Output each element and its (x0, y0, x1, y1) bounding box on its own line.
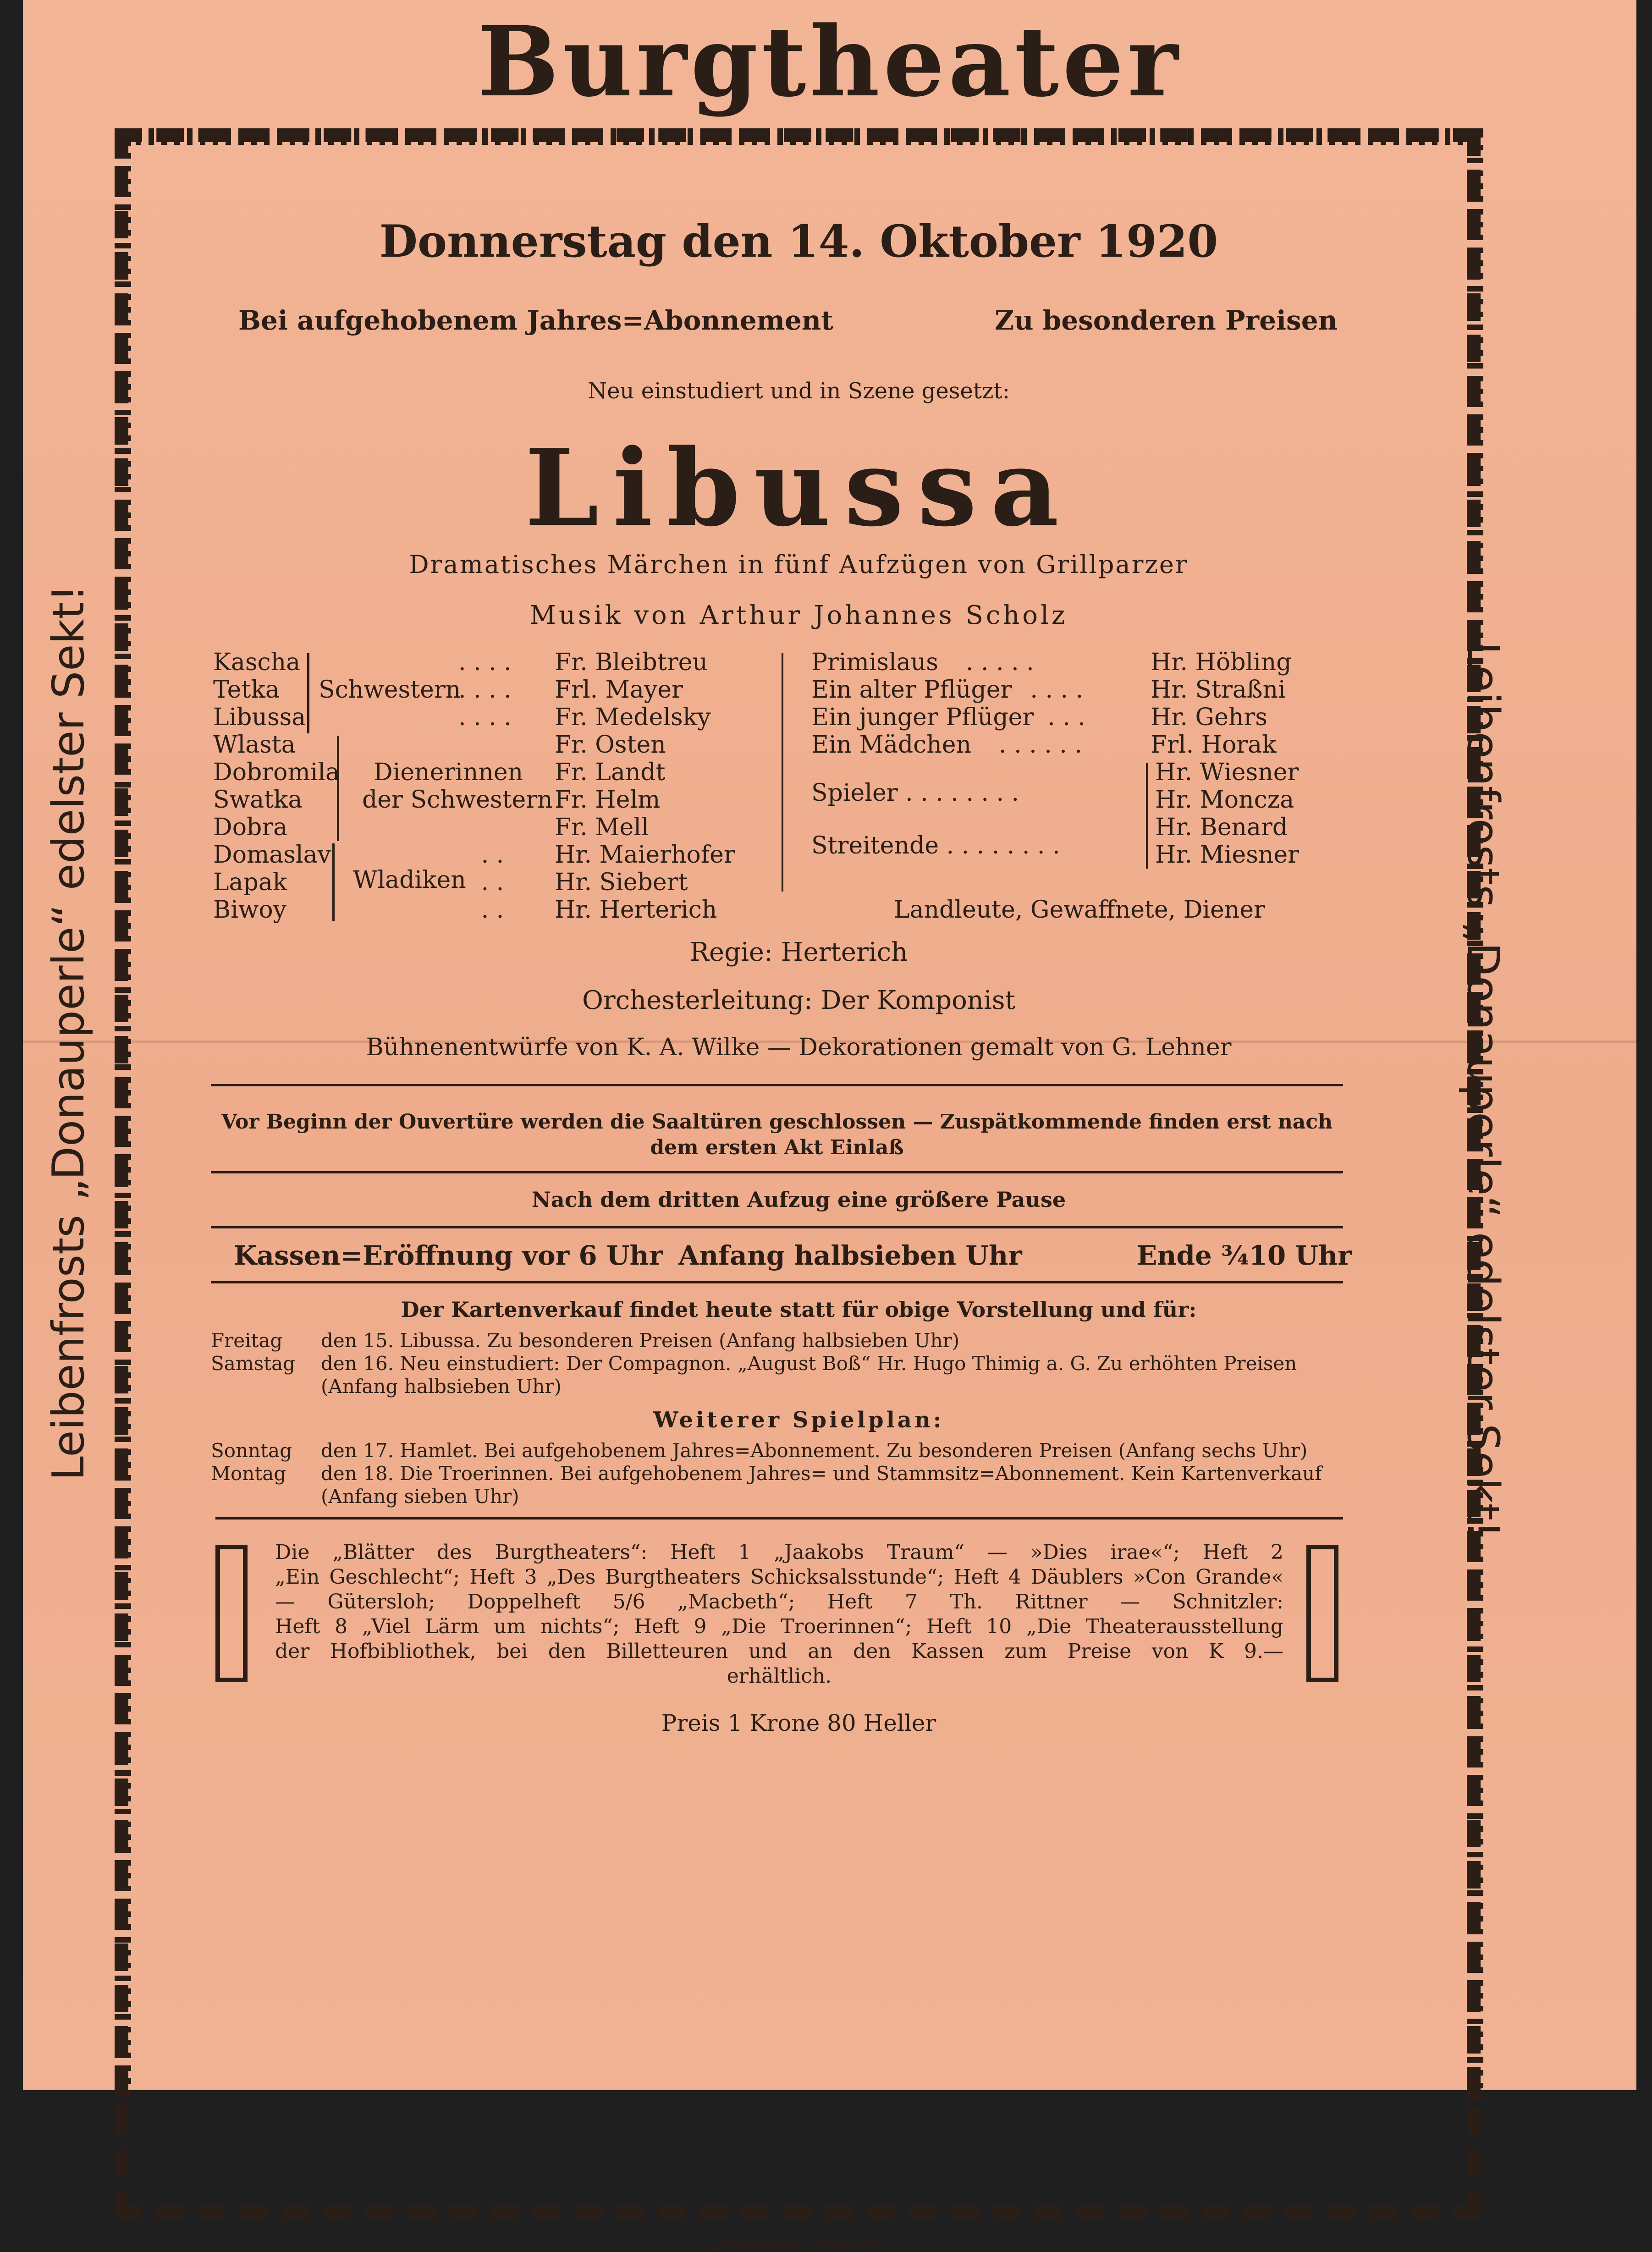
doors-notice: Vor Beginn der Ouvertüre werden die Saaltüren geschlossen — Zuspätkommende finden erst nach dem ersten Akt Einlaß (221, 1110, 1333, 1159)
role-name: Ein Mädchen (811, 731, 972, 759)
actor-name: Hr. Benard (1155, 814, 1288, 841)
staging-note: Neu einstudiert und in Szene gesetzt: (588, 378, 1010, 404)
role-name: Lapak (213, 869, 287, 896)
group-sisters: Schwestern (319, 676, 461, 704)
role-name: Kascha (213, 649, 301, 676)
list-item: (Anfang sieben Uhr) (321, 1485, 519, 1508)
role-name: Swatka (213, 786, 303, 814)
cast-row: Ein junger Pflüger . . . (811, 704, 1085, 731)
cast-row: Ein Mädchen . . . . . . (811, 731, 1082, 759)
play-subtitle: Dramatisches Märchen in fünf Aufzügen von Grillparzer (409, 550, 1189, 579)
price-note: Zu besonderen Preisen (995, 305, 1338, 336)
role-name: Dobromila (213, 759, 340, 786)
design-credit: Bühnenentwürfe von K. A. Wilke — Dekorationen gemalt von G. Lehner (366, 1034, 1232, 1061)
list-item: Sonntag den 17. Hamlet. Bei aufgehobenem Jahres=Abonnement. Zu besonderen Preisen (Anfang sechs Uhr) (211, 1439, 1308, 1462)
list-item: Freitag den 15. Libussa. Zu besonderen Preisen (Anfang halbsieben Uhr) (211, 1329, 960, 1352)
theatre-title: Burgtheater (477, 5, 1182, 118)
role-streitende: Streitende . . . . . . . . (811, 832, 1060, 859)
start-time: Anfang halbsieben Uhr (678, 1240, 1022, 1271)
actor-name: Hr. Herterich (555, 896, 717, 924)
blaetter-notice: Die „Blätter des Burgtheaters“: Heft 1 „Jaakobs Traum“ — »Dies irae«“; Heft 2 „Ein Geschlecht“; Heft 3 „Des Burgtheaters Schicksalsstunde“; Heft 4 Däublers »Con Grande« — Gütersloh; Doppelheft 5/6 „Macbeth“; Heft 7 Th. Rittner — Schnitzler: Heft 8 „Viel Lärm um nichts“; Heft 9 „Die Troerinnen“; Heft 10 „Die Theaterausstellung der Hofbibliothek, bei den Billetteuren und an den Kassen zum Preise von K 9.— erhältlich. (275, 1541, 1283, 1688)
subscription-note: Bei aufgehobenem Jahres=Abonnement (238, 305, 833, 336)
plan-heading: Weiterer Spielplan: (653, 1407, 944, 1433)
role-name: Ein junger Pflüger (811, 704, 1034, 731)
cast-row: Primislaus . . . . . (811, 649, 1034, 676)
end-time: Ende ¾10 Uhr (1137, 1240, 1352, 1271)
role-name: Tetka (213, 676, 280, 704)
actor-name: Hr. Miesner (1155, 841, 1300, 869)
role-name: Biwoy (213, 896, 287, 924)
price: Preis 1 Krone 80 Heller (661, 1710, 936, 1736)
actor-name: Hr. Höbling (1151, 649, 1292, 676)
dot-leaders: . . . . . . . . . . . . . . . . . . (458, 649, 512, 924)
extras: Landleute, Gewaffnete, Diener (894, 896, 1265, 924)
actor-name: Hr. Siebert (555, 869, 688, 896)
group-vladikas: Wladiken (353, 866, 466, 894)
direction-credit: Regie: Herterich (689, 937, 908, 967)
box-office-time: Kassen=Eröffnung vor 6 Uhr (234, 1240, 663, 1271)
side-ad-left: Leibenfrosts „Donauperle“ edelster Sekt! (44, 584, 94, 1481)
actor-name: Fr. Helm (555, 786, 661, 814)
list-item: Montag den 18. Die Troerinnen. Bei aufgehobenem Jahres= und Stammsitz=Abonnement. Kein Kartenverkauf (211, 1462, 1322, 1485)
role-name: Wlasta (213, 731, 296, 759)
role-name: Primislaus (811, 649, 938, 676)
conductor-credit: Orchesterleitung: Der Komponist (582, 986, 1016, 1015)
side-ad-right: Leibenfrosts „Donauperle“ edelster Sekt! (1458, 642, 1508, 1538)
actor-name: Fr. Osten (555, 731, 666, 759)
actor-name: Fr. Mell (555, 814, 649, 841)
role-name: Ein alter Pflüger (811, 676, 1012, 704)
role-spieler: Spieler . . . . . . . . (811, 779, 1019, 807)
actor-name: Hr. Gehrs (1151, 704, 1267, 731)
group-servants: Dienerinnen (374, 759, 523, 786)
actor-name: Fr. Landt (555, 759, 666, 786)
cast-row: Ein alter Pflüger . . . . (811, 676, 1084, 704)
actor-name: Frl. Horak (1151, 731, 1277, 759)
pause-notice: Nach dem dritten Aufzug eine größere Pause (531, 1187, 1066, 1212)
actor-name: Fr. Medelsky (555, 704, 711, 731)
actor-name: Hr. Moncza (1155, 786, 1294, 814)
list-item: (Anfang halbsieben Uhr) (321, 1375, 562, 1398)
play-title: Libussa (524, 426, 1073, 550)
actor-name: Hr. Straßni (1151, 676, 1286, 704)
role-name: Domaslav (213, 841, 331, 869)
list-item: Samstag den 16. Neu einstudiert: Der Compagnon. „August Boß“ Hr. Hugo Thimig a. G. Zu erhöhten Preisen (211, 1352, 1297, 1375)
actor-name: Frl. Mayer (555, 676, 683, 704)
performance-date: Donnerstag den 14. Oktober 1920 (379, 215, 1218, 267)
actor-name: Hr. Maierhofer (555, 841, 735, 869)
role-name: Libussa (213, 704, 306, 731)
printer-credit: „Elbemühl“, Wien IX (713, 2235, 884, 2252)
role-name: Dobra (213, 814, 288, 841)
music-credit: Musik von Arthur Johannes Scholz (529, 600, 1068, 630)
group-servants-2: der Schwestern (362, 786, 553, 814)
actor-name: Fr. Bleibtreu (555, 649, 708, 676)
sales-heading: Der Kartenverkauf findet heute statt für obige Vorstellung und für: (401, 1297, 1197, 1322)
actor-name: Hr. Wiesner (1155, 759, 1299, 786)
